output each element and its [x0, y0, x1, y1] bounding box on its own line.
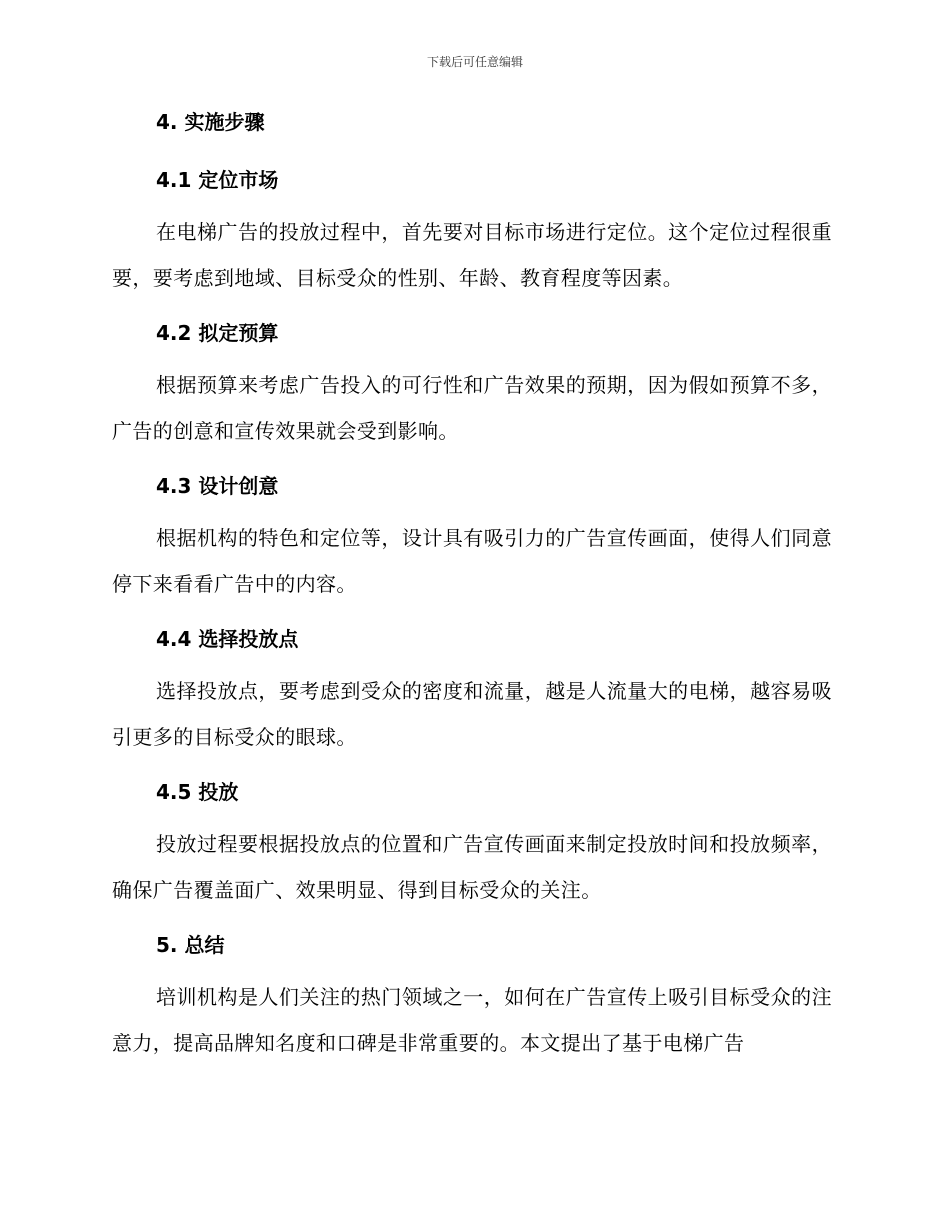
spacer — [112, 454, 832, 472]
section-body-5: 培训机构是人们关注的热门领域之一，如何在广告宣传上吸引目标受众的注意力，提高品牌知名度和口碑是非常重要的。本文提出了基于电梯广告 — [112, 985, 832, 1055]
spacer — [112, 913, 832, 931]
spacer — [112, 347, 832, 362]
section-body-4-1: 在电梯广告的投放过程中，首先要对目标市场进行定位。这个定位过程很重要，要考虑到地域、目标受众的性别、年龄、教育程度等因素。 — [112, 220, 832, 290]
spacer — [112, 806, 832, 821]
spacer — [112, 959, 832, 974]
section-heading-5: 5. 总结 — [156, 933, 225, 957]
section-heading-4-2: 4.2 拟定预算 — [156, 321, 279, 345]
section-heading-4-5: 4.5 投放 — [156, 780, 239, 804]
section-body-4-2: 根据预算来考虑广告投入的可行性和广告效果的预期，因为假如预算不多，广告的创意和宣传效果就会受到影响。 — [112, 373, 832, 443]
spacer — [112, 194, 832, 209]
spacer — [112, 607, 832, 625]
spacer — [112, 301, 832, 319]
section-body-4-5: 投放过程要根据投放点的位置和广告宣传画面来制定投放时间和投放频率，确保广告覆盖面广、效果明显、得到目标受众的关注。 — [112, 832, 832, 902]
section-heading-4-4: 4.4 选择投放点 — [156, 627, 299, 651]
section-heading-4-3: 4.3 设计创意 — [156, 474, 279, 498]
spacer — [112, 500, 832, 515]
section-heading-4: 4. 实施步骤 — [156, 110, 265, 134]
spacer — [112, 760, 832, 778]
section-body-4-3: 根据机构的特色和定位等，设计具有吸引力的广告宣传画面，使得人们同意停下来看看广告中的内容。 — [112, 526, 832, 596]
section-heading-4-1: 4.1 定位市场 — [156, 168, 279, 192]
document-body — [112, 108, 832, 1066]
spacer — [112, 653, 832, 668]
spacer — [112, 136, 832, 166]
page-header: 下载后可任意编辑 — [426, 55, 523, 69]
section-body-4-4: 选择投放点，要考虑到受众的密度和流量，越是人流量大的电梯，越容易吸引更多的目标受众的眼球。 — [112, 679, 832, 749]
